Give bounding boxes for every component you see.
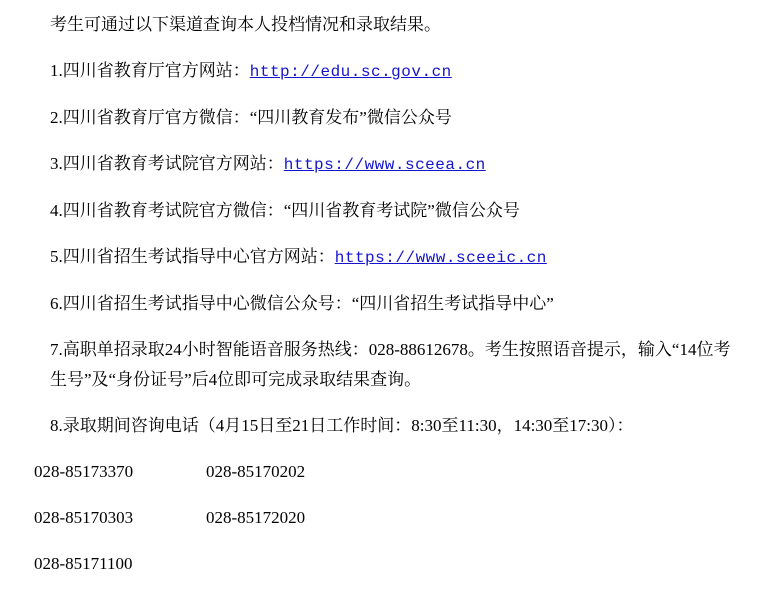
list-item-5 <box>34 242 743 273</box>
phone-number: 028-85172020 <box>206 508 306 527</box>
list-item-4-number: 4. <box>50 201 63 220</box>
phone-number: 028-85171100 <box>34 554 133 573</box>
list-item-6 <box>34 289 743 319</box>
list-item-4-label: 四川省教育考试院官方微信：“四川省教育考试院”微信公众号 <box>62 201 520 220</box>
list-item-5-number: 5. <box>50 247 63 266</box>
list-item-6-label: 四川省招生考试指导中心微信公众号：“四川省招生考试指导中心” <box>62 294 554 313</box>
list-item-5-link[interactable]: https://www.sceeic.cn <box>334 249 547 267</box>
list-item-3-number: 3. <box>50 154 63 173</box>
intro-paragraph: 考生可通过以下渠道查询本人投档情况和录取结果。 <box>50 15 441 34</box>
list-item-4 <box>34 196 743 226</box>
list-item-5-label: 四川省招生考试指导中心官方网站： <box>62 247 335 266</box>
list-item-2-label: 四川省教育厅官方微信：“四川教育发布”微信公众号 <box>62 108 452 127</box>
list-item-2 <box>34 103 743 133</box>
list-item-1 <box>34 56 743 87</box>
list-item-3 <box>34 149 743 180</box>
phone-number: 028-85173370 <box>34 462 134 481</box>
list-item-3-link[interactable]: https://www.sceea.cn <box>283 156 486 174</box>
list-item-1-text: 1. <box>50 61 63 80</box>
list-item-2-number: 2. <box>50 108 63 127</box>
list-item-1-link[interactable]: http://edu.sc.gov.cn <box>249 63 452 81</box>
phone-row <box>34 457 743 487</box>
list-item-7: 7.高职单招录取24小时智能语音服务热线：028-88612678。考生按照语音提示，输入“14位考生号”及“身份证号”后4位即可完成录取结果查询。 <box>50 340 731 389</box>
list-item-8: 8.录取期间咨询电话（4月15日至21日工作时间：8:30至11:30，14:30至17:30）： <box>50 416 634 435</box>
phone-number: 028-85170303 <box>34 508 134 527</box>
phone-number: 028-85170202 <box>206 462 306 481</box>
phone-list <box>34 457 743 579</box>
list-item-3-label: 四川省教育考试院官方网站： <box>62 154 284 173</box>
phone-row <box>34 549 743 579</box>
phone-row <box>34 503 743 533</box>
list-item-1-label: 四川省教育厅官方网站： <box>62 61 250 80</box>
list-item-6-number: 6. <box>50 294 63 313</box>
